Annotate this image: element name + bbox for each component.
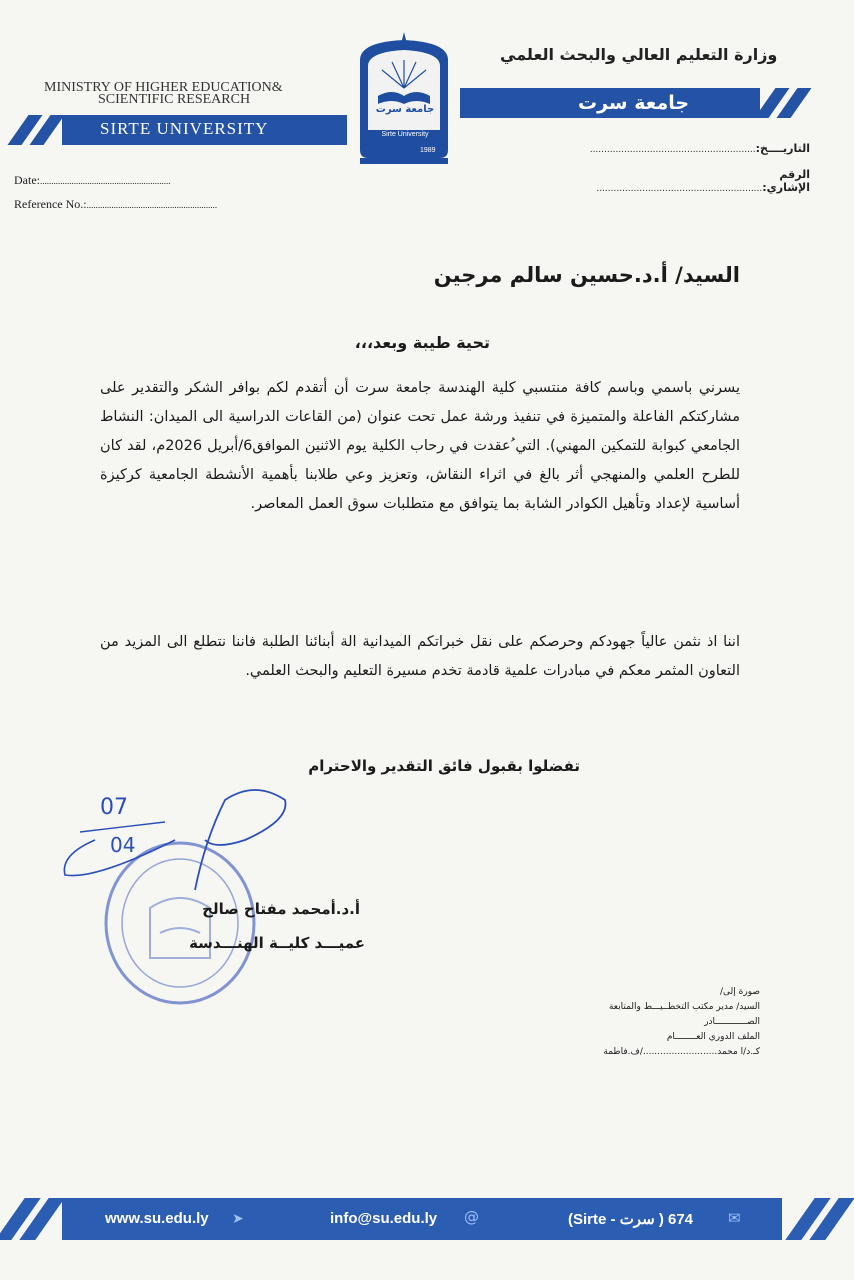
closing-line: تفضلوا بقبول فائق التقدير والاحترام <box>308 757 580 775</box>
signatory-title: عميـــد كليــة الهنـــدسة <box>189 934 365 952</box>
university-name-en: SIRTE UNIVERSITY <box>100 119 269 138</box>
reference-dots-ar: .......................................................... <box>596 184 763 194</box>
date-field-ar <box>589 142 810 155</box>
ministry-name-en-line2: SCIENTIFIC RESEARCH <box>98 92 251 107</box>
copies-line-1: صورة إلى/ <box>720 987 760 997</box>
ministry-name-en-line1: MINISTRY OF HIGHER EDUCATION& <box>44 80 283 95</box>
date-label-ar: التاريــــخ: <box>755 142 810 155</box>
body-paragraph-1: يسرني باسمي وباسم كافة منتسبي كلية الهندسة جامعة سرت أن أتقدم لكم بوافر الشكر والتقدير على مشاركتكم الفاعلة والمتميزة في تنفيذ ورشة عمل تحت عنوان (من القاعات الدراسية الى الميدان: النشاط الجامعي كبوابة للتمكين المهني). التي ُعقدت في رحاب الكلية يوم الاثنين الموافق6/أبريل 2026م، لقد كان للطرح العلمي والمنهجي أثر بالغ في اثراء النقاش، وتعزيز وعي طلابنا بأهمية الأنشطة الجامعية كركيزة أساسية لإعداد وتأهيل الكوادر الشابة بما يتوافق مع متطلبات سوق العمل المعاصر. <box>100 380 740 512</box>
footer-po-box: 674 ( سرت - Sirte) <box>568 1211 694 1228</box>
reference-label-ar: الرقم الإشاري: <box>762 168 810 194</box>
date-label-en: Date: <box>14 173 40 187</box>
logo-year: 1989 <box>420 147 436 154</box>
greeting: تحية طيبة وبعد،،، <box>354 333 490 352</box>
date-dots: .......................................................... <box>40 176 171 186</box>
logo-text-ar: جامعة سرت <box>375 104 435 115</box>
body-paragraph-2: اننا اذ نثمن عالياً جهودكم وحرصكم على نقل خبراتكم الميدانية الة أبنائنا الطلبة فاننا نتطلع الى المزيد من التعاون المثمر معكم في مبادرات علمية قادمة تخدم مسيرة التعليم والبحث العلمي. <box>100 634 740 679</box>
copies-line-4: الملف الدوري العــــــــام <box>666 1032 760 1042</box>
copies-line-5: كـ.د/ا محمد........................../ف.فاطمة <box>603 1047 760 1057</box>
addressee: السيد/ أ.د.حسين سالم مرجين <box>433 263 740 287</box>
handwritten-signature <box>55 780 295 900</box>
footer-website[interactable]: www.su.edu.ly <box>105 1210 209 1227</box>
at-icon: @ <box>464 1208 479 1226</box>
handwritten-date-top: 07 <box>100 795 128 820</box>
reference-field-ar <box>596 168 810 194</box>
signatory-name: أ.د.أمحمد مفتاح صالح <box>202 900 360 918</box>
footer-email[interactable]: info@su.edu.ly <box>330 1210 438 1227</box>
copies-line-2: السيد/ مدير مكتب التخطــيـــط والمتابعة <box>608 1002 760 1012</box>
university-logo <box>352 30 456 168</box>
mail-icon: ✉ <box>728 1209 741 1227</box>
send-icon: ➤ <box>232 1211 244 1227</box>
reference-label-en: Reference No.: <box>14 197 87 211</box>
ministry-name-ar: وزارة التعليم العالي والبحث العلمي <box>500 45 778 64</box>
handwritten-date-bottom: 04 <box>110 833 136 857</box>
reference-field-en <box>14 197 217 212</box>
date-dots-ar: .......................................................... <box>589 145 756 155</box>
date-field-en <box>14 173 171 188</box>
reference-dots: .......................................................... <box>86 200 218 210</box>
university-name-ar: جامعة سرت <box>578 92 690 114</box>
copies-list <box>520 985 760 1060</box>
copies-line-3: الصــــــــــــادر <box>704 1017 760 1027</box>
logo-text-en: Sirte University <box>381 131 429 138</box>
